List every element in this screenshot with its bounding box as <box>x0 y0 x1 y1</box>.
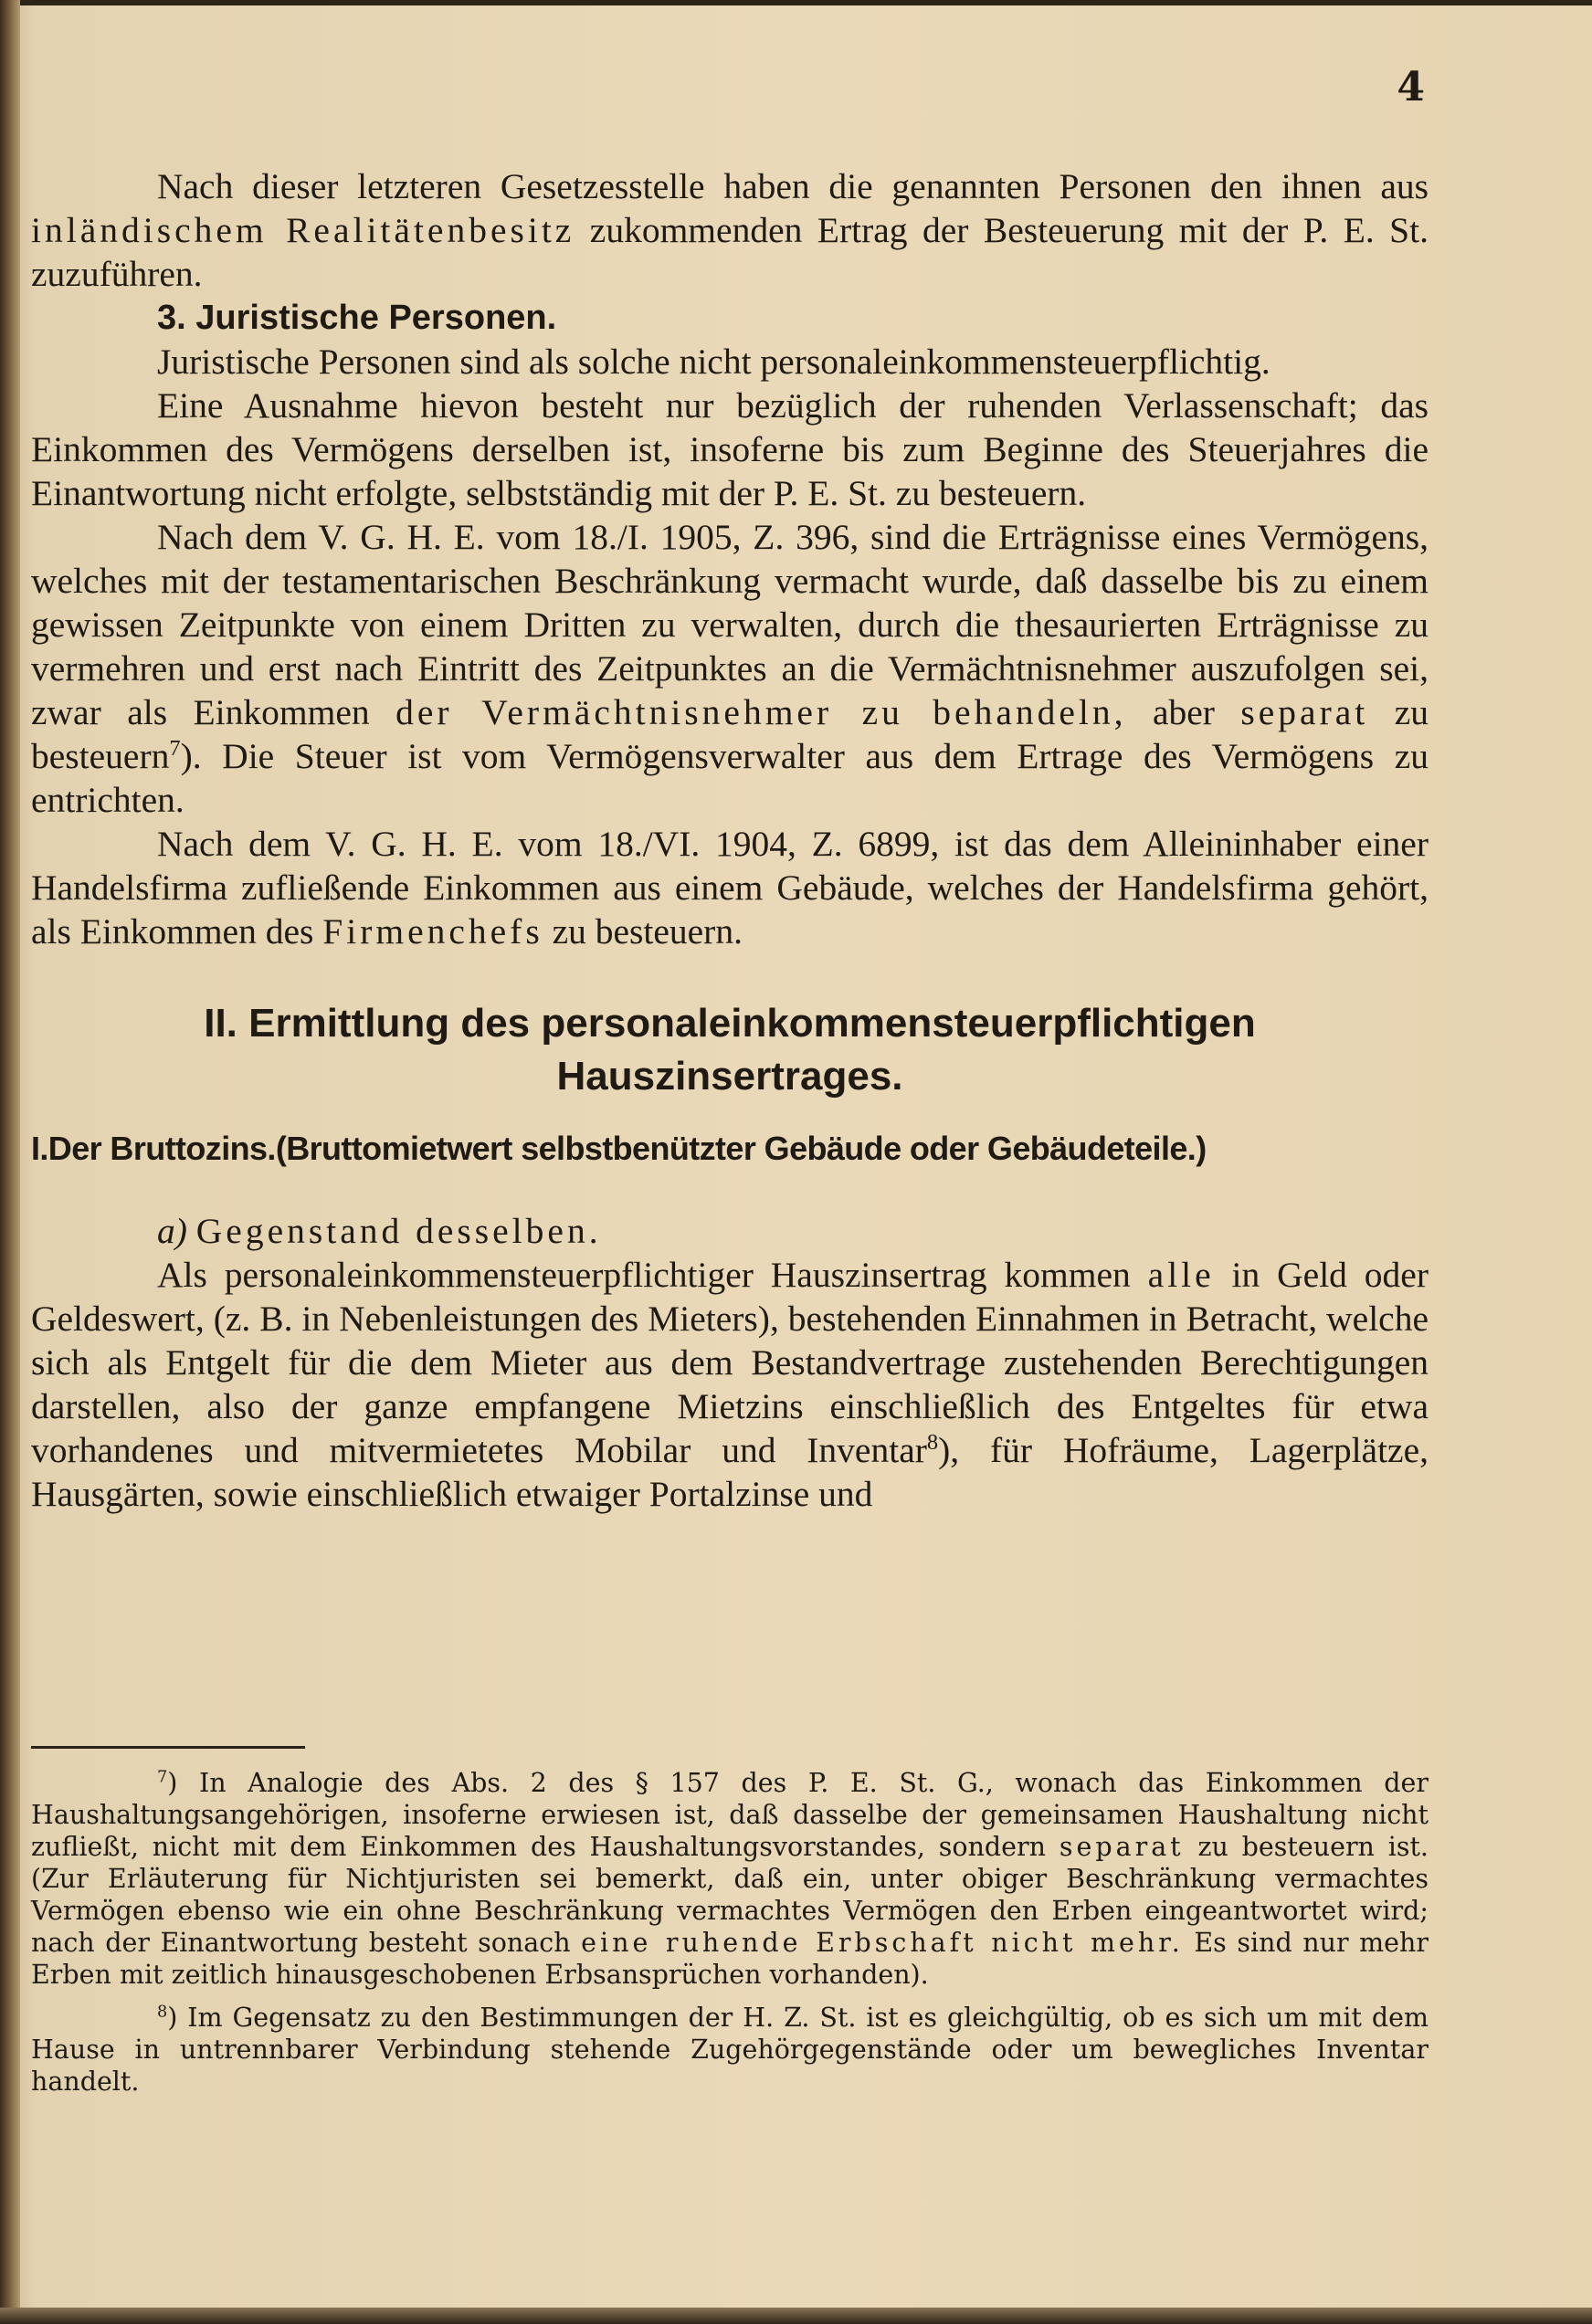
subheading-juristische-personen: 3. Juristische Personen. <box>157 299 557 337</box>
footnote-ref-7[interactable]: 7 <box>169 735 181 761</box>
paragraph-4-text: aber <box>1126 692 1241 732</box>
paragraph-4-text: zu besteuern <box>31 692 1429 776</box>
page-bottom-edge <box>0 2308 1592 2324</box>
spaced-emphasis: der Vermächtnisnehmer zu behandeln, <box>395 692 1127 732</box>
footnote-ref-8[interactable]: 8 <box>926 1429 939 1455</box>
page-number: 4 <box>1397 64 1425 110</box>
paragraph-5-text: Nach dem V. G. H. E. vom 18./VI. 1904, Z. 6899, ist das dem Alleininhaber einer Handelsfirma zufließende Einkommen aus einem Gebäude, welches der Handelsfirma gehört, als Einkommen des <box>31 824 1429 952</box>
footnote-7-text: zu besteuern ist. (Zur Erläuterung für Nichtjuristen sei bemerkt, daß ein, unter obiger Beschränkung vermachtes Vermögen ebenso wie ein ohne Beschränkung vermachtes Vermögen den Erben eingeantwortet wird; nach der Einantwortung besteht sonach <box>31 1832 1429 1958</box>
page-top-edge <box>0 0 1592 5</box>
paragraph-6-text-end: ), für Hofräume, Lagerplätze, Hausgärten, sowie einschließlich etwaiger Portalzinse und <box>31 1430 1429 1514</box>
spaced-emphasis: separat <box>1059 1832 1185 1862</box>
footnote-marker: 7 <box>157 1768 168 1787</box>
item-marker: a) <box>157 1211 187 1251</box>
paragraph-1-text-end: zukommenden Ertrag der Besteuerung mit der P. E. St. zuzuführen. <box>31 210 1429 294</box>
main-text <box>31 164 1429 1516</box>
footnote-8 <box>31 2002 1429 2098</box>
paragraph-5 <box>31 822 1429 953</box>
paragraph-2: Juristische Personen sind als solche nicht personaleinkommensteuerpflichtig. <box>157 342 1270 382</box>
paragraph-6-text: in Geld oder Geldeswert, (z. B. in Nebenleistungen des Mieters), bestehenden Einnahmen in Betracht, welche sich als Entgelt für die dem Mieter aus dem Bestandvertrage zustehenden Berechtigungen darstellen, also der ganze empfangene Mietzins einschließlich des Entgeltes für etwa vorhandenes und mitvermietetes Mobilar und Inventar <box>31 1255 1429 1470</box>
spaced-emphasis: inländischem Realitätenbesitz <box>31 210 575 250</box>
footnote-8-text: ) Im Gegensatz zu den Bestimmungen der H. Z. St. ist es gleichgültig, ob es sich um mit dem Hause in untrennbarer Verbindung stehende Zugehörgegenstände oder um bewegliches Inventar handelt. <box>31 2003 1429 2097</box>
footnote-7-text-end: Es sind nur mehr Erben mit zeitlich hinausgeschobenen Erbsansprüchen vorhanden). <box>31 1928 1429 1990</box>
footnote-marker: 8 <box>157 2003 168 2022</box>
book-binding-edge <box>0 0 20 2324</box>
footnote-divider <box>31 1746 305 1749</box>
paragraph-5-text-end: zu besteuern. <box>543 911 743 952</box>
footnotes <box>31 1767 1429 2108</box>
paragraph-6 <box>31 1253 1429 1516</box>
paragraph-4-text-end: ). Die Steuer ist vom Vermögensverwalter aus dem Ertrage des Vermögens zu entrichten. <box>31 736 1429 820</box>
spaced-emphasis: Firmenchefs <box>322 911 543 952</box>
footnote-7-text: ) In Analogie des Abs. 2 des § 157 des P. E. St. G., wonach das Einkommen der Haushaltungsangehörigen, insoferne erwiesen ist, daß dasselbe der gemeinsamen Haushaltung nicht zufließt, nicht mit dem Einkommen des Haushaltungsvorstandes, sondern <box>31 1768 1429 1862</box>
spaced-emphasis: separat <box>1240 692 1369 732</box>
paragraph-1 <box>31 164 1429 296</box>
paragraph-4 <box>31 515 1429 822</box>
section-heading: II. Ermittlung des personaleinkommensteuerpflichtigen Hauszinsertrages. <box>204 1001 1256 1099</box>
paragraph-1-text: Nach dieser letzteren Gesetzesstelle haben die genannten Personen den ihnen aus <box>157 166 1429 206</box>
paragraph-3: Eine Ausnahme hievon besteht nur bezüglich der ruhenden Verlassenschaft; das Einkommen des Vermögens derselben ist, insoferne bis zum Beginne des Steuerjahres die Einantwortung nicht erfolgte, selbstständig mit der P. E. St. zu besteuern. <box>31 385 1429 513</box>
footnote-7 <box>31 1767 1429 1991</box>
spaced-emphasis: eine ruhende Erbschaft nicht mehr. <box>581 1928 1184 1958</box>
item-title: Gegenstand desselben. <box>195 1211 602 1251</box>
spaced-emphasis: alle <box>1147 1255 1215 1295</box>
sub-section-heading: I.Der Bruttozins.(Bruttomietwert selbstbenützter Gebäude oder Gebäudeteile.) <box>31 1130 1207 1167</box>
paragraph-6-text: Als personaleinkommensteuerpflichtiger Hauszinsertrag kommen <box>157 1255 1148 1295</box>
item-a-heading <box>31 1209 1429 1253</box>
paragraph-4-text: Nach dem V. G. H. E. vom 18./I. 1905, Z. 396, sind die Erträgnisse eines Vermögens, welches mit der testamentarischen Beschränkung vermacht wurde, daß dasselbe bis zu einem gewissen Zeitpunkte von einem Dritten zu verwalten, durch die thesaurierten Erträgnisse zu vermehren und erst nach Eintritt des Zeitpunktes an die Vermächtnisnehmer auszufolgen sei, zwar als Einkommen <box>31 517 1429 732</box>
